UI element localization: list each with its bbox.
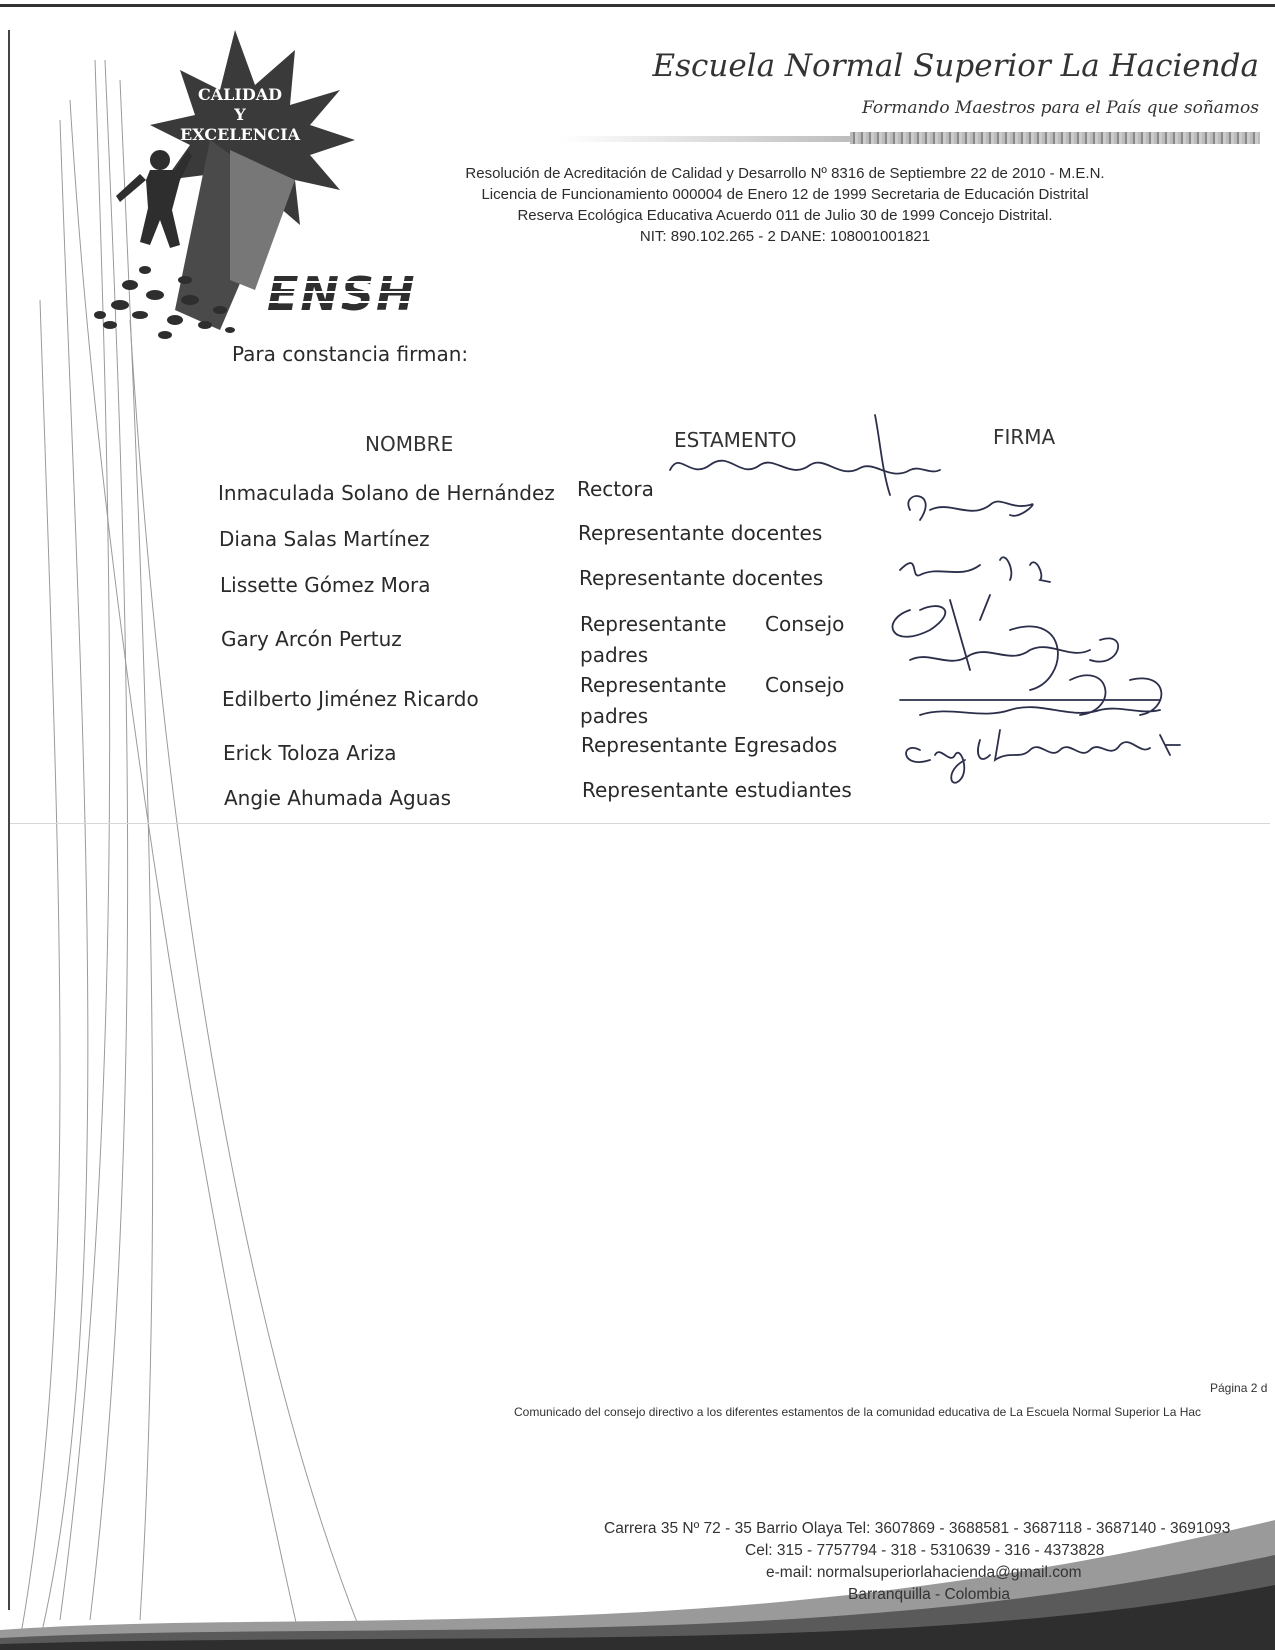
license-line: Licencia de Funcionamiento 000004 de Enero 12 de 1999 Secretaria de Educación Distrital	[481, 186, 1089, 203]
signatory-name: Erick Toloza Ariza	[223, 741, 397, 765]
ecological-reserve-line: Reserva Ecológica Educativa Acuerdo 011 de Julio 30 de 1999 Concejo Distrital.	[517, 207, 1053, 224]
role-line: padres	[580, 704, 649, 728]
column-header-role: ESTAMENTO	[674, 428, 797, 452]
role-line: Consejo	[765, 612, 845, 636]
logo-text-y: Y	[234, 105, 246, 124]
city-line: Barranquilla - Colombia	[848, 1586, 1010, 1603]
contact-block	[600, 1518, 1273, 1606]
accreditation-block	[420, 163, 1150, 247]
signature-diana	[908, 496, 1032, 520]
signatory-role: Representante Egresados	[581, 733, 838, 757]
footer-note: Comunicado del consejo directivo a los diferentes estamentos de la comunidad educativa de La Escuela Normal Superior La Hac	[514, 1405, 1202, 1419]
signatory-name: Diana Salas Martínez	[219, 527, 430, 551]
signature-edilberto	[910, 626, 1118, 690]
signature-angie	[906, 730, 1180, 783]
header-rule-fade	[560, 136, 860, 142]
school-name-heading: Escuela Normal Superior La Hacienda	[652, 48, 1259, 84]
signatory-role: Rectora	[577, 477, 654, 501]
signatory-name: Lissette Gómez Mora	[220, 573, 431, 597]
signatory-role: Representante estudiantes	[582, 778, 852, 802]
accreditation-line: Resolución de Acreditación de Calidad y Desarrollo Nº 8316 de Septiembre 22 de 2010 - M.E.N.	[465, 165, 1105, 182]
nit-dane-line: NIT: 890.102.265 - 2 DANE: 108001001821	[639, 228, 931, 245]
boy-figure-icon	[116, 150, 192, 248]
signatures-area	[650, 410, 1250, 810]
signatory-name: Edilberto Jiménez Ricardo	[222, 687, 479, 711]
scan-fold-line	[10, 823, 1270, 824]
role-line: Representante	[580, 673, 727, 697]
page-number: Página 2 d	[1210, 1381, 1268, 1395]
role-line: Consejo	[765, 673, 845, 697]
signatory-name: Gary Arcón Pertuz	[221, 627, 402, 651]
signatory-role: Representante docentes	[579, 566, 824, 590]
signatory-name: Angie Ahumada Aguas	[224, 786, 452, 810]
logo-text-excelencia: EXCELENCIA	[180, 125, 300, 144]
logo-text-calidad: CALIDAD	[197, 85, 283, 104]
svg-text:ENSH: ENSH	[267, 268, 417, 316]
signatory-name: Inmaculada Solano de Hernández	[218, 481, 555, 505]
school-motto: Formando Maestros para el País que soñamos	[862, 98, 1259, 118]
signatory-role: Representante docentes	[578, 521, 823, 545]
role-line: Representante	[580, 612, 727, 636]
role-line: padres	[580, 643, 649, 667]
scan-top-edge	[0, 4, 1275, 7]
column-header-signature: FIRMA	[993, 425, 1056, 449]
scan-left-edge	[8, 30, 10, 1610]
signature-erick	[900, 675, 1161, 715]
signature-rectora	[670, 461, 940, 474]
signature-intro: Para constancia firman:	[232, 342, 469, 366]
ensh-acronym-logo	[265, 268, 425, 316]
address-phone-line: Carrera 35 Nº 72 - 35 Barrio Olaya Tel: 3607869 - 3688581 - 3687118 - 3687140 - 3691093	[604, 1520, 1231, 1537]
column-header-name: NOMBRE	[365, 432, 454, 456]
header-rule	[850, 132, 1260, 144]
cellphone-line: Cel: 315 - 7757794 - 318 - 5310639 - 316 - 4373828	[745, 1542, 1105, 1559]
email-line: e-mail: normalsuperiorlahacienda@gmail.com	[766, 1564, 1082, 1581]
signature-lissette	[900, 557, 1050, 582]
